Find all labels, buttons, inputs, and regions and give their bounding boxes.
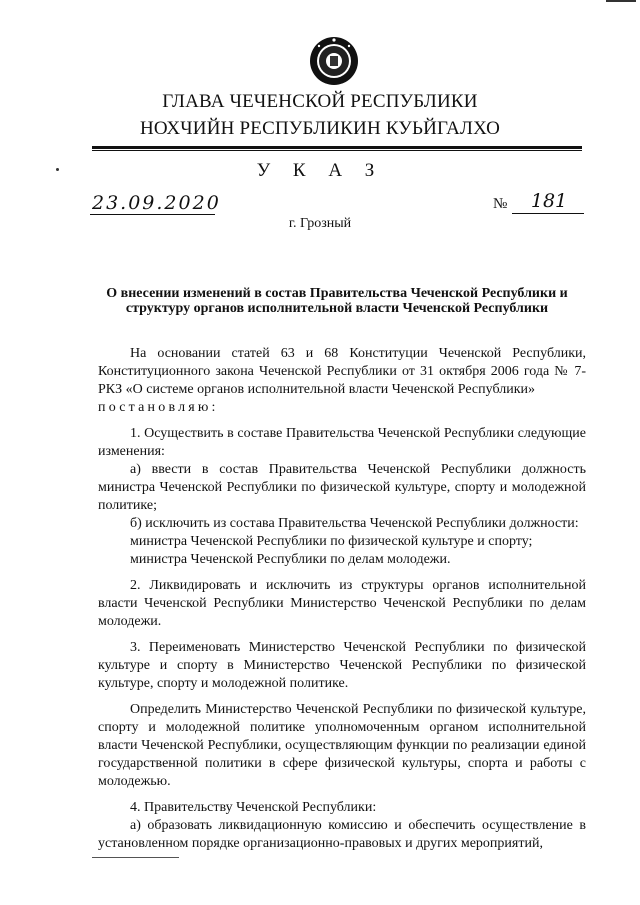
document-type: У К А З xyxy=(256,160,384,181)
item-4: 4. Правительству Чеченской Республики: xyxy=(130,800,377,815)
document-date: 23.09.2020 xyxy=(92,192,221,214)
item-3: 3. Переименовать Министерство Чеченской Республики по физической культуре и спорту в Министерство Чеченской Республики по физической культуре, спорту и молодежной политике. xyxy=(98,640,586,691)
preamble: На основании статей 63 и 68 Конституции Чеченской Республики, Конституционного закона Чеченской Республики от 31 октября 2006 года № 7-РКЗ «О системе органов исполнительной власти Чеченской Республики» xyxy=(98,346,586,397)
document-title: О внесении изменений в состав Правительства Чеченской Республики и структуру органов исполнительной власти Чеченской Республики xyxy=(106,286,568,316)
item-3b: Определить Министерство Чеченской Республики по физической культуре, спорту и молодежной политике уполномоченным органом исполнительной власти Чеченской Республики, осуществляющим функции по реализации единой государственной политики в сфере физической культуры, спорта и работы с молодежью. xyxy=(98,702,586,789)
item-2: 2. Ликвидировать и исключить из структуры органов исполнительной власти Чеченской Республики Министерство Чеченской Республики по делам молодежи. xyxy=(98,578,586,629)
item-1b-1: министра Чеченской Республики по физической культуре и спорту; xyxy=(130,534,533,549)
document-number: 181 xyxy=(530,190,568,212)
resolve-word: постановляю: xyxy=(98,400,219,415)
scan-footer-mark: ▬▬▬▬▬▬▬▬▬▬▬▬▬▬▬▬▬▬▬▬▬▬▬▬▬▬▬▬▬ xyxy=(92,855,179,859)
item-1a: а) ввести в состав Правительства Чеченской Республики должность министра Чеченской Республики по физической культуре, спорту и молодежной политике; xyxy=(98,462,586,513)
header-rule-thick xyxy=(92,146,582,149)
number-underline xyxy=(512,213,584,214)
item-1b: б) исключить из состава Правительства Чеченской Республики должности: xyxy=(130,516,579,531)
document-body xyxy=(98,345,586,853)
item-4a: а) образовать ликвидационную комиссию и обеспечить осуществление в установленном порядке организационно-правовых и других мероприятий, xyxy=(98,818,586,851)
header-rule-thin xyxy=(92,150,582,151)
coat-of-arms-emblem xyxy=(309,36,359,86)
city: г. Грозный xyxy=(288,216,352,231)
date-underline xyxy=(90,214,215,215)
issuer-title-chechen: НОХЧИЙН РЕСПУБЛИКИН КУЬЙГАЛХО xyxy=(139,118,501,139)
item-1b-2: министра Чеченской Республики по делам молодежи. xyxy=(130,552,451,567)
number-label: № xyxy=(493,196,508,212)
item-1: 1. Осуществить в составе Правительства Чеченской Республики следующие изменения: xyxy=(98,426,586,459)
scan-mark xyxy=(606,0,636,2)
issuer-title: ГЛАВА ЧЕЧЕНСКОЙ РЕСПУБЛИКИ xyxy=(162,91,478,112)
